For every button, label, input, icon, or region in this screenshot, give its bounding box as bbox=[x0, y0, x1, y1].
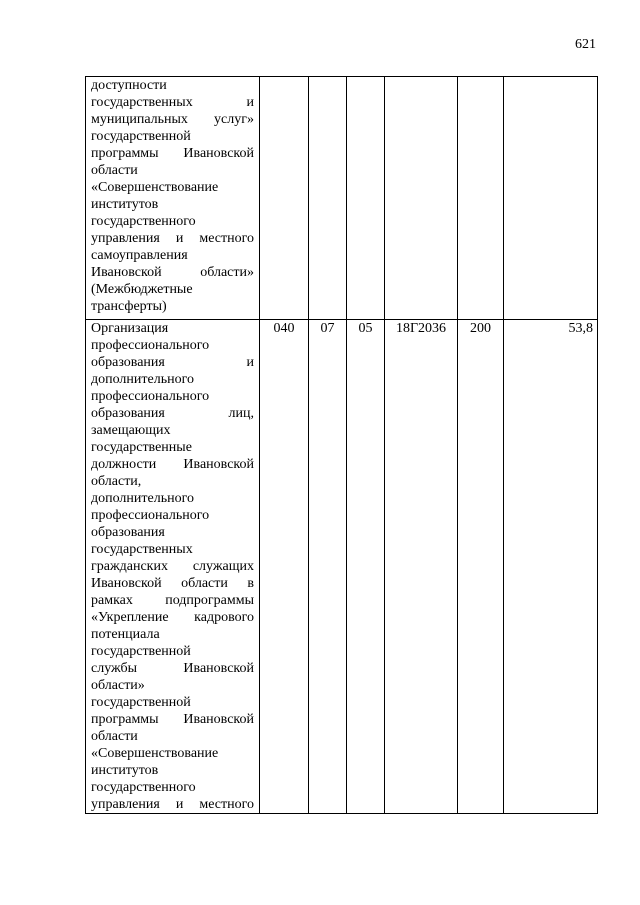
description-line bbox=[91, 575, 254, 592]
description-word: местного bbox=[199, 797, 254, 812]
table-row bbox=[86, 320, 598, 814]
target-article-cell bbox=[385, 77, 458, 320]
ministry-code-cell bbox=[260, 77, 309, 320]
description-word: в bbox=[247, 576, 254, 591]
description-word: служащих bbox=[192, 559, 254, 574]
description-line bbox=[91, 558, 254, 575]
section-code-cell: 07 bbox=[309, 320, 347, 814]
description-word: «Укрепление bbox=[91, 610, 169, 625]
description-line bbox=[91, 796, 254, 813]
page-number: 621 bbox=[575, 37, 596, 52]
description-line: «Совершенствование bbox=[91, 180, 219, 195]
description-line bbox=[91, 111, 254, 128]
description-word: должности bbox=[91, 457, 157, 472]
table-row bbox=[86, 77, 598, 320]
description-line: государственных bbox=[91, 542, 193, 557]
description-line: замещающих bbox=[91, 423, 171, 438]
description-word: услуг» bbox=[214, 112, 254, 127]
description-line: дополнительного bbox=[91, 372, 194, 387]
description-word: и bbox=[175, 231, 184, 246]
amount-cell bbox=[504, 77, 598, 320]
budget-table bbox=[85, 76, 598, 814]
description-line: профессионального bbox=[91, 338, 210, 353]
description-line: дополнительного bbox=[91, 491, 194, 506]
description-line: потенциала bbox=[91, 627, 160, 642]
description-word: Ивановской bbox=[91, 576, 162, 591]
description-line bbox=[91, 354, 254, 371]
description-word: службы bbox=[91, 661, 138, 676]
description-word: Ивановской bbox=[183, 457, 254, 472]
description-word: Ивановской bbox=[183, 712, 254, 727]
description-line bbox=[91, 405, 254, 422]
description-line bbox=[91, 660, 254, 677]
description-word: образования bbox=[91, 406, 165, 421]
description-line: профессионального bbox=[91, 389, 210, 404]
description-word: области» bbox=[200, 265, 254, 280]
amount-cell: 53,8 bbox=[504, 320, 598, 814]
description-line: области» bbox=[91, 678, 145, 693]
target-article-cell: 18Г2036 bbox=[385, 320, 458, 814]
description-line bbox=[91, 609, 254, 626]
description-cell bbox=[86, 77, 260, 320]
description-line: области, bbox=[91, 474, 142, 489]
description-word: подпрограммы bbox=[165, 593, 254, 608]
description-line: образования bbox=[91, 525, 165, 540]
section-code-cell bbox=[309, 77, 347, 320]
description-line: Организация bbox=[91, 321, 169, 336]
expense-type-cell bbox=[458, 77, 504, 320]
description-line: (Межбюджетные bbox=[91, 282, 193, 297]
subsection-code-cell bbox=[347, 77, 385, 320]
description-line: области bbox=[91, 163, 138, 178]
description-line bbox=[91, 456, 254, 473]
description-word: лиц, bbox=[228, 406, 254, 421]
description-line: государственной bbox=[91, 129, 191, 144]
description-word: образования bbox=[91, 355, 165, 370]
description-line bbox=[91, 230, 254, 247]
description-word: Ивановской bbox=[183, 661, 254, 676]
description-word: Ивановской bbox=[183, 146, 254, 161]
description-word: и bbox=[246, 355, 254, 370]
description-line bbox=[91, 264, 254, 281]
description-word: и bbox=[246, 95, 254, 110]
description-line: «Совершенствование bbox=[91, 746, 219, 761]
description-word: муниципальных bbox=[91, 112, 188, 127]
expense-type-cell: 200 bbox=[458, 320, 504, 814]
description-word: государственных bbox=[91, 95, 193, 110]
ministry-code-cell: 040 bbox=[260, 320, 309, 814]
description-line: государственные bbox=[91, 440, 192, 455]
description-line: государственного bbox=[91, 214, 196, 229]
description-word: гражданских bbox=[91, 559, 168, 574]
subsection-code-cell: 05 bbox=[347, 320, 385, 814]
description-word: программы bbox=[91, 146, 159, 161]
description-word: управления bbox=[91, 797, 160, 812]
budget-table-wrap bbox=[85, 76, 598, 814]
description-line: области bbox=[91, 729, 138, 744]
description-line bbox=[91, 94, 254, 111]
description-word: местного bbox=[199, 231, 254, 246]
description-line: государственной bbox=[91, 695, 191, 710]
description-cell bbox=[86, 320, 260, 814]
description-word: области bbox=[181, 576, 228, 591]
description-line: институтов bbox=[91, 763, 159, 778]
description-word: рамках bbox=[91, 593, 133, 608]
description-line: институтов bbox=[91, 197, 159, 212]
description-line bbox=[91, 145, 254, 162]
description-line bbox=[91, 711, 254, 728]
description-line: государственного bbox=[91, 780, 196, 795]
description-word: и bbox=[175, 797, 184, 812]
description-word: программы bbox=[91, 712, 159, 727]
description-line: профессионального bbox=[91, 508, 210, 523]
description-line: государственной bbox=[91, 644, 191, 659]
description-line: самоуправления bbox=[91, 248, 188, 263]
description-word: Ивановской bbox=[91, 265, 162, 280]
description-line bbox=[91, 592, 254, 609]
description-word: кадрового bbox=[194, 610, 254, 625]
description-word: управления bbox=[91, 231, 160, 246]
description-line: трансферты) bbox=[91, 299, 167, 314]
description-line: доступности bbox=[91, 78, 167, 93]
